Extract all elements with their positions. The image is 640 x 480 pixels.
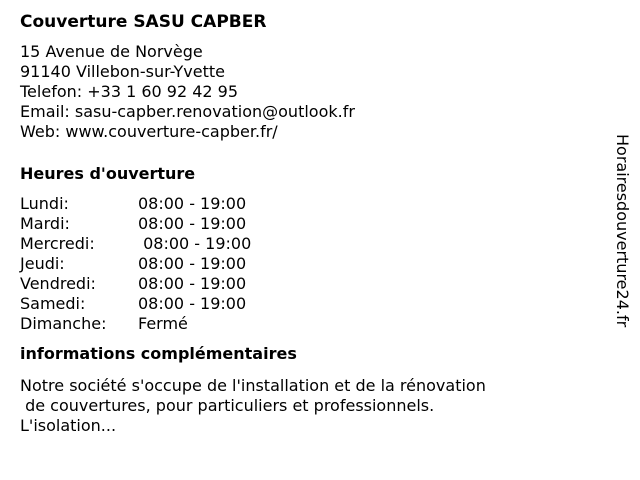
business-card [20,10,580,436]
description-line: de couvertures, pour particuliers et professionnels. [20,396,435,415]
hours-row-friday [20,274,580,294]
hours-row-tuesday [20,214,580,234]
hours-day: Vendredi: [20,274,96,293]
hours-day: Lundi: [20,194,69,213]
description-block [20,376,580,436]
phone-line: Telefon: +33 1 60 92 42 95 [20,82,239,101]
hours-row-saturday [20,294,580,314]
hours-day: Jeudi: [20,254,65,273]
description-line: L'isolation... [20,416,117,435]
hours-heading: Heures d'ouverture [20,164,196,183]
hours-time: Fermé [138,314,188,333]
hours-table [20,194,580,334]
hours-row-monday [20,194,580,214]
description-line: Notre société s'occupe de l'installation et de la rénovation [20,376,486,395]
site-watermark: Horairesdouverture24.fr [613,134,632,328]
hours-day: Dimanche: [20,314,107,333]
hours-day: Samedi: [20,294,86,313]
hours-time: 08:00 - 19:00 [138,274,247,293]
hours-time: 08:00 - 19:00 [138,294,247,313]
hours-time: 08:00 - 19:00 [138,194,247,213]
business-name: Couverture SASU CAPBER [20,12,267,32]
hours-row-thursday [20,254,580,274]
hours-day: Mercredi: [20,234,95,253]
contact-block [20,42,580,142]
web-line: Web: www.couverture-capber.fr/ [20,122,278,141]
hours-time: 08:00 - 19:00 [138,214,247,233]
hours-time: 08:00 - 19:00 [138,254,247,273]
hours-row-sunday [20,314,580,334]
hours-row-wednesday [20,234,580,254]
address-line-2: 91140 Villebon-sur-Yvette [20,62,225,81]
hours-time: 08:00 - 19:00 [138,234,252,253]
address-line-1: 15 Avenue de Norvège [20,42,203,61]
email-line: Email: sasu-capber.renovation@outlook.fr [20,102,355,121]
extra-info-heading: informations complémentaires [20,344,297,363]
hours-day: Mardi: [20,214,70,233]
